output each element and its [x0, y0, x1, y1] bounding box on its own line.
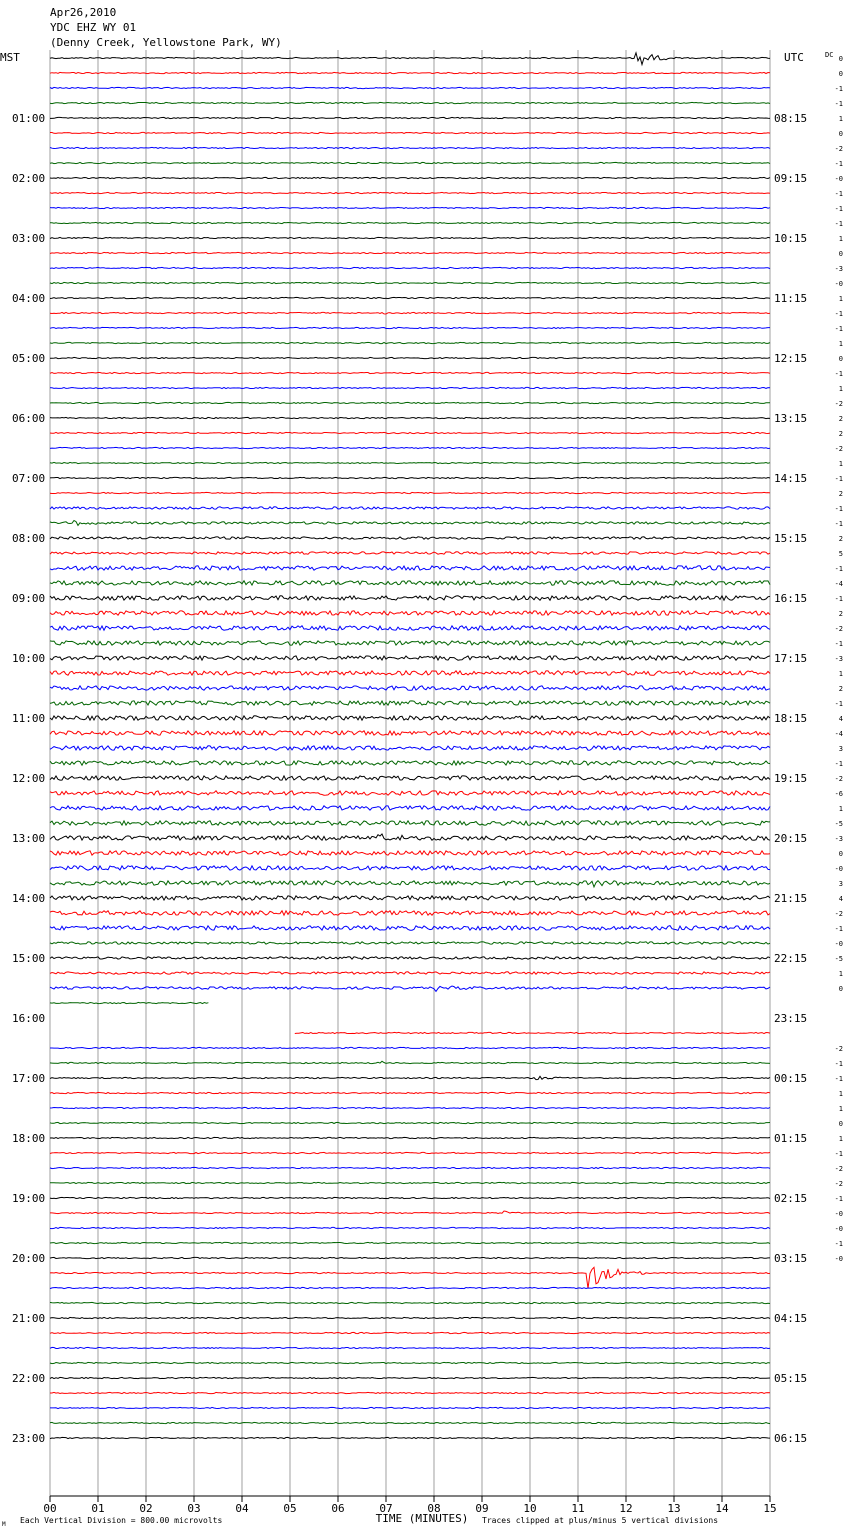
dc-offset-value: 4	[838, 895, 843, 903]
dc-offset-value: -2	[834, 625, 843, 633]
hour-label-local: 11:00	[12, 712, 46, 725]
dc-offset-value: -4	[834, 580, 843, 588]
dc-offset-value: 0	[838, 130, 843, 138]
dc-offset-value: -4	[834, 730, 843, 738]
dc-offset-value: -1	[834, 85, 843, 93]
chart-location: (Denny Creek, Yellowstone Park, WY)	[50, 36, 282, 49]
hour-label-utc: 19:15	[774, 772, 808, 785]
dc-offset-value: -1	[834, 565, 843, 573]
hour-label-utc: 13:15	[774, 412, 808, 425]
dc-offset-value: -1	[834, 505, 843, 513]
dc-offset-value: -0	[834, 175, 843, 183]
hour-label-utc: 00:15	[774, 1072, 808, 1085]
hour-label-utc: 14:15	[774, 472, 808, 485]
hour-label-utc: 01:15	[774, 1132, 808, 1145]
corner-mark: M	[2, 1521, 6, 1528]
dc-offset-value: 3	[838, 745, 843, 753]
x-tick-label: 13	[667, 1502, 681, 1515]
dc-offset-value: 0	[838, 70, 843, 78]
dc-offset-value: -2	[834, 1165, 843, 1173]
dc-offset-value: -5	[834, 955, 843, 963]
dc-offset-value: 1	[838, 295, 843, 303]
dc-offset-value: 1	[838, 1090, 843, 1098]
hour-label-utc: 20:15	[774, 832, 808, 845]
dc-offset-value: 1	[838, 235, 843, 243]
dc-offset-value: -1	[834, 1060, 843, 1068]
dc-offset-value: 1	[838, 385, 843, 393]
dc-offset-value: -1	[834, 160, 843, 168]
hour-label-utc: 04:15	[774, 1312, 808, 1325]
hour-label-utc: 11:15	[774, 292, 808, 305]
hour-label-local: 09:00	[12, 592, 46, 605]
dc-offset-value: -1	[834, 475, 843, 483]
hour-label-utc: 02:15	[774, 1192, 808, 1205]
x-tick-label: 15	[763, 1502, 777, 1515]
hour-label-local: 04:00	[12, 292, 46, 305]
hour-label-utc: 23:15	[774, 1012, 808, 1025]
dc-offset-value: -2	[834, 1045, 843, 1053]
hour-label-utc: 15:15	[774, 532, 808, 545]
dc-offset-value: 1	[838, 1105, 843, 1113]
dc-offset-value: -1	[834, 220, 843, 228]
dc-offset-value: 2	[838, 415, 843, 423]
chart-date: Apr26,2010	[50, 6, 117, 19]
hour-label-local: 13:00	[12, 832, 46, 845]
dc-offset-value: -2	[834, 775, 843, 783]
x-tick-label: 01	[91, 1502, 105, 1515]
x-tick-label: 14	[715, 1502, 729, 1515]
dc-offset-value: 1	[838, 970, 843, 978]
dc-offset-value: 2	[838, 685, 843, 693]
hour-label-utc: 05:15	[774, 1372, 808, 1385]
x-tick-label: 03	[187, 1502, 201, 1515]
utc-timezone-label: UTC	[784, 51, 804, 64]
dc-offset-value: 1	[838, 1135, 843, 1143]
hour-label-utc: 17:15	[774, 652, 808, 665]
dc-offset-value: 1	[838, 340, 843, 348]
dc-offset-value: -2	[834, 910, 843, 918]
dc-offset-value: 1	[838, 805, 843, 813]
dc-offset-value: 0	[838, 850, 843, 858]
dc-offset-value: -2	[834, 445, 843, 453]
hour-label-utc: 09:15	[774, 172, 808, 185]
hour-label-local: 15:00	[12, 952, 46, 965]
hour-label-local: 08:00	[12, 532, 46, 545]
hour-label-local: 03:00	[12, 232, 46, 245]
hour-label-utc: 21:15	[774, 892, 808, 905]
dc-offset-value: -2	[834, 400, 843, 408]
dc-offset-value: 0	[838, 1120, 843, 1128]
hour-label-local: 12:00	[12, 772, 46, 785]
x-tick-label: 12	[619, 1502, 633, 1515]
hour-label-local: 22:00	[12, 1372, 46, 1385]
dc-offset-value: -1	[834, 1195, 843, 1203]
dc-offset-value: -1	[834, 925, 843, 933]
dc-offset-value: 2	[838, 430, 843, 438]
hour-label-utc: 22:15	[774, 952, 808, 965]
dc-offset-value: -1	[834, 1075, 843, 1083]
dc-offset-value: 2	[838, 535, 843, 543]
dc-offset-value: -6	[834, 790, 843, 798]
local-timezone-label: MST	[0, 51, 20, 64]
hour-label-local: 02:00	[12, 172, 46, 185]
x-tick-label: 09	[475, 1502, 489, 1515]
dc-offset-value: -0	[834, 865, 843, 873]
dc-offset-value: -0	[834, 1225, 843, 1233]
dc-offset-value: -3	[834, 265, 843, 273]
dc-offset-value: 1	[838, 670, 843, 678]
hour-label-utc: 16:15	[774, 592, 808, 605]
dc-offset-value: -3	[834, 835, 843, 843]
x-tick-label: 04	[235, 1502, 249, 1515]
hour-label-local: 18:00	[12, 1132, 46, 1145]
dc-offset-value: 2	[838, 610, 843, 618]
hour-label-local: 01:00	[12, 112, 46, 125]
dc-offset-value: 1	[838, 115, 843, 123]
dc-offset-value: 0	[838, 250, 843, 258]
hour-label-utc: 10:15	[774, 232, 808, 245]
x-tick-label: 10	[523, 1502, 537, 1515]
dc-offset-value: 4	[838, 715, 843, 723]
x-tick-label: 06	[331, 1502, 345, 1515]
x-tick-label: 07	[379, 1502, 393, 1515]
dc-offset-value: -1	[834, 100, 843, 108]
dc-offset-value: -0	[834, 280, 843, 288]
dc-offset-value: -3	[834, 655, 843, 663]
dc-offset-value: -1	[834, 1240, 843, 1248]
dc-offset-value: -0	[834, 1255, 843, 1263]
hour-label-local: 14:00	[12, 892, 46, 905]
x-tick-label: 05	[283, 1502, 297, 1515]
dc-offset-value: -1	[834, 310, 843, 318]
hour-label-utc: 06:15	[774, 1432, 808, 1445]
dc-offset-value: 2	[838, 490, 843, 498]
dc-offset-value: 5	[838, 550, 843, 558]
chart-station: YDC EHZ WY 01	[50, 21, 137, 34]
hour-label-local: 07:00	[12, 472, 46, 485]
dc-offset-value: -0	[834, 940, 843, 948]
clip-note: Traces clipped at plus/minus 5 vertical divisions	[482, 1516, 719, 1525]
x-axis-title: TIME (MINUTES)	[375, 1512, 469, 1525]
hour-label-utc: 18:15	[774, 712, 808, 725]
dc-offset-value: -0	[834, 1210, 843, 1218]
hour-label-utc: 08:15	[774, 112, 808, 125]
hour-label-local: 10:00	[12, 652, 46, 665]
dc-offset-value: -1	[834, 1150, 843, 1158]
dc-offset-value: -1	[834, 640, 843, 648]
dc-offset-value: 0	[838, 355, 843, 363]
dc-offset-header: DC	[825, 51, 834, 59]
hour-label-local: 06:00	[12, 412, 46, 425]
dc-offset-value: 1	[838, 460, 843, 468]
dc-offset-value: -1	[834, 760, 843, 768]
dc-offset-value: -1	[834, 325, 843, 333]
hour-label-local: 20:00	[12, 1252, 46, 1265]
x-tick-label: 00	[43, 1502, 57, 1515]
hour-label-local: 19:00	[12, 1192, 46, 1205]
dc-offset-value: -2	[834, 1180, 843, 1188]
dc-offset-value: -1	[834, 700, 843, 708]
scale-note: Each Vertical Division = 800.00 microvolts	[20, 1516, 223, 1525]
dc-offset-value: -1	[834, 520, 843, 528]
hour-label-local: 05:00	[12, 352, 46, 365]
x-tick-label: 08	[427, 1502, 441, 1515]
dc-offset-value: -1	[834, 370, 843, 378]
dc-offset-value: 0	[838, 985, 843, 993]
hour-label-local: 16:00	[12, 1012, 46, 1025]
hour-label-local: 23:00	[12, 1432, 46, 1445]
hour-label-utc: 03:15	[774, 1252, 808, 1265]
hour-label-local: 21:00	[12, 1312, 46, 1325]
hour-label-utc: 12:15	[774, 352, 808, 365]
x-tick-label: 02	[139, 1502, 153, 1515]
x-tick-label: 11	[571, 1502, 585, 1515]
dc-offset-value: -1	[834, 595, 843, 603]
dc-offset-value: 3	[838, 880, 843, 888]
dc-offset-value: -5	[834, 820, 843, 828]
dc-offset-value: -2	[834, 145, 843, 153]
hour-label-local: 17:00	[12, 1072, 46, 1085]
dc-offset-value: -1	[834, 190, 843, 198]
dc-offset-value: 0	[838, 55, 843, 63]
dc-offset-value: -1	[834, 205, 843, 213]
